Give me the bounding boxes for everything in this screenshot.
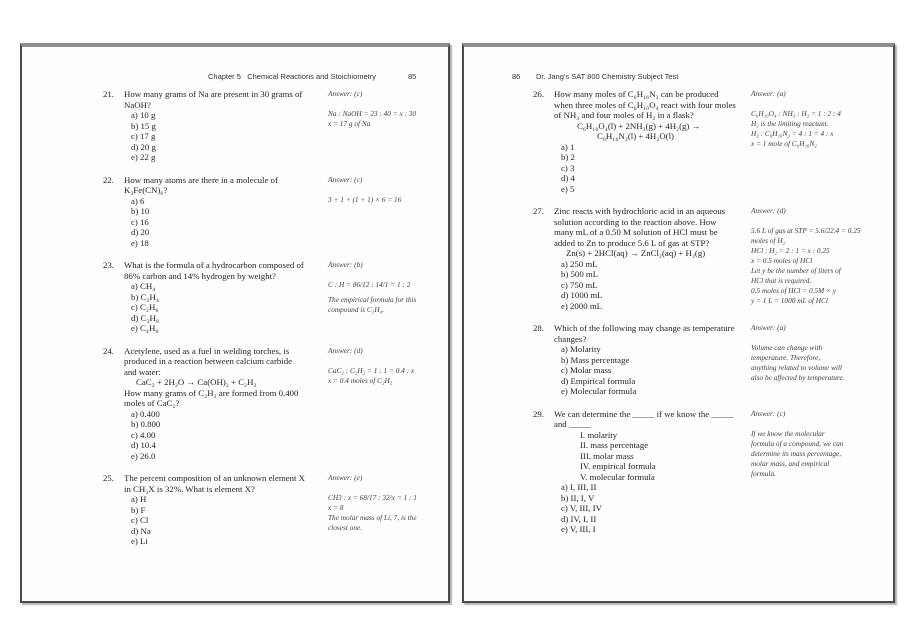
question-text-line (533, 110, 751, 121)
question-text-line (103, 398, 328, 409)
answer-option: a) H (131, 494, 147, 504)
question-main (533, 409, 751, 535)
answer-explanation-line: x = 0.5 moles of HCl (751, 256, 813, 265)
question-number: 24. (103, 345, 114, 356)
question-main (103, 346, 328, 462)
answer-option: d) 4 (561, 173, 575, 183)
answer-option: e) 2000 mL (561, 300, 603, 311)
answer-label: Answer: (a) (751, 323, 786, 332)
answer-option: e) 22 g (131, 152, 156, 162)
question-number: 27. (533, 206, 544, 216)
question-main (533, 323, 751, 397)
answer-option: d) Na (131, 525, 151, 536)
question-number: 25. (103, 473, 114, 483)
answer-option: d) 20 g (131, 141, 156, 152)
answer-explanation-line: x = 0.4 moles of C₂H₂ (328, 375, 393, 385)
question-text: The percent composition of an unknown element X (124, 473, 306, 483)
answer-explanation-line: molar mass, and empirical (751, 458, 830, 468)
answer-option: c) C₂H₆ (131, 302, 159, 312)
question-number: 26. (533, 89, 544, 99)
answer-explanation-line: 0.5 moles of HCl = 0.5M × y (751, 286, 837, 295)
question-text: III. molar mass (580, 450, 634, 461)
answer-option: c) Molar mass (561, 365, 612, 375)
margin-answer-note (328, 473, 448, 547)
answer-explanation-line: H₂ : C₆H₁₆N₂ = 4 : 1 = 4 : x (751, 129, 834, 138)
question-number: 23. (103, 260, 114, 270)
answer-option: a) 1 (561, 141, 575, 152)
question-number: 29. (533, 408, 544, 419)
book-page-right (462, 43, 895, 603)
question-text: when three moles of C₆H₁₀O₄ react with four moles (554, 99, 736, 110)
question-text-line (103, 473, 328, 484)
question-text: NaOH? (124, 99, 151, 110)
question-text-line (533, 238, 751, 249)
question-text-line (103, 260, 328, 271)
answer-explanation-line: anything related to volume will (751, 363, 842, 372)
question-block (533, 409, 893, 535)
page-header (464, 72, 893, 82)
question-text-line (533, 334, 751, 345)
answer-option: e) 5 (561, 183, 575, 194)
answer-explanation-line: moles of H₂ (751, 236, 786, 245)
question-text: We can determine the _____ if we know the _____ (554, 408, 734, 419)
margin-answer-note (328, 346, 448, 462)
chapter-title: Chapter 5 Chemical Reactions and Stoichiometry (208, 72, 376, 81)
answer-explanation-line: HCl that is required. (751, 276, 812, 285)
question-list (103, 89, 448, 559)
question-text: How many atoms are there in a molecule of (124, 174, 278, 185)
question-text-line (533, 217, 751, 228)
question-main (103, 89, 328, 163)
question-text: V. molecular formula (580, 471, 655, 482)
answer-option: c) 4.00 (131, 429, 156, 440)
answer-explanation-line: The empirical formula for this (328, 295, 417, 304)
page-header (22, 72, 448, 82)
answer-explanation-line: Let y be the number of liters of (751, 266, 841, 275)
question-text: CaC₂ + 2H₂O → Ca(OH)₂ + C₂H₂ (136, 377, 257, 387)
answer-option: a) 250 mL (561, 258, 598, 269)
answer-option: e) 18 (131, 237, 149, 248)
question-text: C₆H₁₀O₄(l) + 2NH₃(g) + 4H₂(g) → (577, 120, 701, 131)
question-text: and _____ (554, 419, 591, 429)
question-text: produced in a reaction between calcium carbide (124, 356, 293, 366)
answer-option: c) V, III, IV (561, 503, 602, 513)
answer-option: b) 15 g (131, 120, 156, 131)
question-text-line (533, 100, 751, 111)
answer-explanation-line: formula. (751, 468, 776, 478)
margin-answer-note (751, 206, 893, 311)
answer-option: c) 16 (131, 216, 149, 227)
question-text-line (533, 227, 751, 238)
equation-line (103, 377, 328, 388)
equation-line (533, 121, 751, 132)
answer-option: d) 20 (131, 227, 150, 237)
question-list (533, 89, 893, 547)
question-text-line (103, 175, 328, 186)
question-text-line (103, 484, 328, 495)
answer-explanation-line: determine its mass percentage, (751, 448, 842, 458)
question-text-line (103, 271, 328, 282)
question-text-line (103, 346, 328, 357)
question-text: solution according to the reaction above. How (554, 216, 717, 227)
answer-explanation-line: 5.6 L of gas at STP = 5.6/22.4 = 0.25 (751, 226, 861, 235)
question-text-line (533, 206, 751, 217)
question-block (103, 346, 448, 462)
question-text-line (103, 356, 328, 367)
question-main (103, 175, 328, 249)
answer-label: Answer: (e) (328, 473, 363, 482)
answer-explanation-line: compound is C₂H₄. (328, 305, 384, 314)
roman-item (533, 472, 751, 483)
answer-option: c) Cl (131, 515, 149, 525)
roman-item (533, 461, 751, 472)
question-main (533, 89, 751, 194)
answer-explanation-line: x = 17 g of Na (328, 119, 371, 128)
answer-explanation-line: also be affected by temperature. (751, 373, 845, 382)
question-block (103, 89, 448, 163)
question-block (103, 175, 448, 249)
answer-option: a) 6 (131, 195, 145, 206)
question-text: in CH₃X is 32%. What is element X? (124, 483, 255, 494)
answer-explanation-line: closest one. (328, 523, 363, 532)
answer-option: c) 750 mL (561, 279, 598, 290)
question-text: C₆H₁₆N₂(l) + 4H₂O(l) (597, 131, 674, 141)
question-block (103, 473, 448, 547)
answer-label: Answer: (d) (751, 206, 786, 215)
question-text: Which of the following may change as temperature (554, 323, 735, 333)
answer-option: b) 10 (131, 206, 150, 216)
question-text: moles of CaC₂? (124, 398, 180, 408)
question-text-line (103, 100, 328, 111)
question-text-line (533, 323, 751, 334)
question-number: 21. (103, 89, 114, 99)
question-text-line (103, 89, 328, 100)
answer-explanation-line: The molar mass of Li, 7, is the (328, 513, 417, 522)
answer-option: e) C₄H₆ (131, 323, 159, 333)
answer-label: Answer: (b) (328, 260, 363, 269)
answer-option: e) V, III, I (561, 524, 596, 534)
question-text-line (103, 185, 328, 196)
question-text: Zn(s) + 2HCl(aq) → ZnCl₂(aq) + H₂(g) (566, 248, 706, 258)
question-text-line (103, 388, 328, 399)
question-text: How many moles of C₆H₁₆N₂ can be produced (554, 89, 719, 99)
answer-explanation-line: x = 8 (328, 503, 344, 512)
question-main (103, 260, 328, 334)
question-text-line (533, 89, 751, 100)
margin-answer-note (751, 89, 893, 194)
equation-line (533, 248, 751, 259)
page-number: 85 (408, 72, 417, 81)
answer-option: a) Molarity (561, 344, 601, 354)
answer-explanation-line: Na : NaOH = 23 : 40 = x : 30 (328, 109, 417, 118)
book-title: Dr. Jang's SAT 800 Chemistry Subject Test (536, 72, 679, 81)
answer-explanation-line: CaC₂ : C₂H₂ = 1 : 1 = 0.4 : x (328, 365, 415, 375)
answer-explanation-line: HCl : H₂ = 2 : 1 = x : 0.25 (751, 246, 830, 255)
answer-label: Answer: (a) (751, 89, 786, 98)
answer-option: b) 0.800 (131, 419, 161, 429)
answer-option: b) 500 mL (561, 269, 599, 279)
question-text-line (103, 367, 328, 378)
margin-answer-note (751, 323, 893, 397)
question-number: 28. (533, 323, 544, 333)
answer-option: c) 17 g (131, 131, 156, 141)
question-main (533, 206, 751, 311)
book-page-left (20, 43, 450, 603)
question-main (103, 473, 328, 547)
answer-option: a) CH₄ (131, 281, 156, 291)
question-text: added to Zn to produce 5.6 L of gas at STP? (554, 237, 710, 248)
question-text: IV. empirical formula (580, 461, 656, 471)
answer-option: a) 10 g (131, 110, 156, 120)
answer-option: b) C₂H₄ (131, 291, 159, 302)
answer-option: b) II, I, V (561, 492, 595, 503)
question-text-line (533, 409, 751, 420)
answer-label: Answer: (d) (328, 345, 363, 355)
answer-explanation-line: H₂ is the limiting reactant. (751, 119, 829, 128)
roman-item (533, 440, 751, 451)
question-text: How many grams of Na are present in 30 grams of (124, 89, 303, 99)
question-number: 22. (103, 174, 114, 185)
answer-explanation-line: 3 + 1 + (1 + 1) × 6 = 16 (328, 194, 402, 204)
answer-option: b) Mass percentage (561, 354, 630, 365)
answer-explanation-line: C : H = 86/12 : 14/1 = 1 : 2 (328, 280, 411, 289)
answer-option: d) 10.4 (131, 440, 156, 450)
answer-option: b) F (131, 504, 146, 515)
question-text: and water: (124, 366, 161, 377)
roman-item (533, 451, 751, 462)
roman-item (533, 430, 751, 441)
answer-option: a) 0.400 (131, 408, 160, 419)
answer-option: d) C₃H₈ (131, 312, 159, 323)
answer-option: b) 2 (561, 152, 575, 162)
page-number: 86 (512, 72, 521, 81)
answer-explanation-line: x = 1 mole of C₆H₁₆N₂ (751, 139, 817, 148)
answer-label: Answer: (c) (328, 174, 363, 184)
question-block (533, 206, 893, 311)
answer-explanation-line: formula of a compound, we can (751, 438, 844, 448)
question-text: of NH₃ and four moles of H₂ in a flask? (554, 110, 694, 120)
answer-option: a) I, III, II (561, 482, 597, 492)
question-text: K₃Fe(CN)₆? (124, 185, 168, 195)
answer-option: d) IV, I, II (561, 513, 597, 524)
margin-answer-note (328, 89, 448, 163)
answer-option: e) 26.0 (131, 450, 156, 461)
answer-label: Answer: (c) (751, 408, 786, 418)
answer-option: c) 3 (561, 162, 575, 173)
question-block (533, 323, 893, 397)
question-text: I. molarity (580, 429, 618, 440)
question-text: many mL of a 0.50 M solution of HCl must be (554, 227, 718, 237)
question-text: Zinc reacts with hydrochloric acid in an aqueous (554, 206, 726, 216)
equation-line (533, 131, 751, 142)
margin-answer-note (328, 260, 448, 334)
question-block (103, 260, 448, 334)
answer-option: e) Molecular formula (561, 386, 637, 396)
answer-option: d) Empirical formula (561, 375, 636, 386)
answer-explanation-line: Volume can change with (751, 343, 823, 352)
question-text: Acetylene, used as a fuel in welding torches, is (124, 345, 290, 356)
answer-explanation-line: temperature. Therefore, (751, 353, 821, 362)
question-text: changes? (554, 333, 587, 344)
margin-answer-note (328, 175, 448, 249)
answer-explanation-line: CH3 : x = 68/17 : 32/x = 1 : 1 (328, 493, 417, 502)
answer-explanation-line: C₆H₁₀O₄ : NH₃ : H₂ = 1 : 2 : 4 (751, 109, 841, 118)
answer-explanation-line: If we know the molecular (751, 428, 825, 438)
answer-option: e) Li (131, 536, 148, 546)
question-block (533, 89, 893, 194)
question-text: II. mass percentage (580, 440, 649, 450)
margin-answer-note (751, 409, 893, 535)
answer-option: d) 1000 mL (561, 290, 603, 300)
question-text: What is the formula of a hydrocarbon composed of (124, 260, 304, 270)
answer-label: Answer: (c) (328, 89, 363, 98)
question-text: How many grams of C₂H₂ are formed from 0.400 (124, 387, 299, 398)
question-text-line (533, 419, 751, 430)
question-text: 86% carbon and 14% hydrogen by weight? (124, 270, 276, 281)
answer-explanation-line: y = 1 L = 1000 mL of HCl (751, 296, 828, 305)
